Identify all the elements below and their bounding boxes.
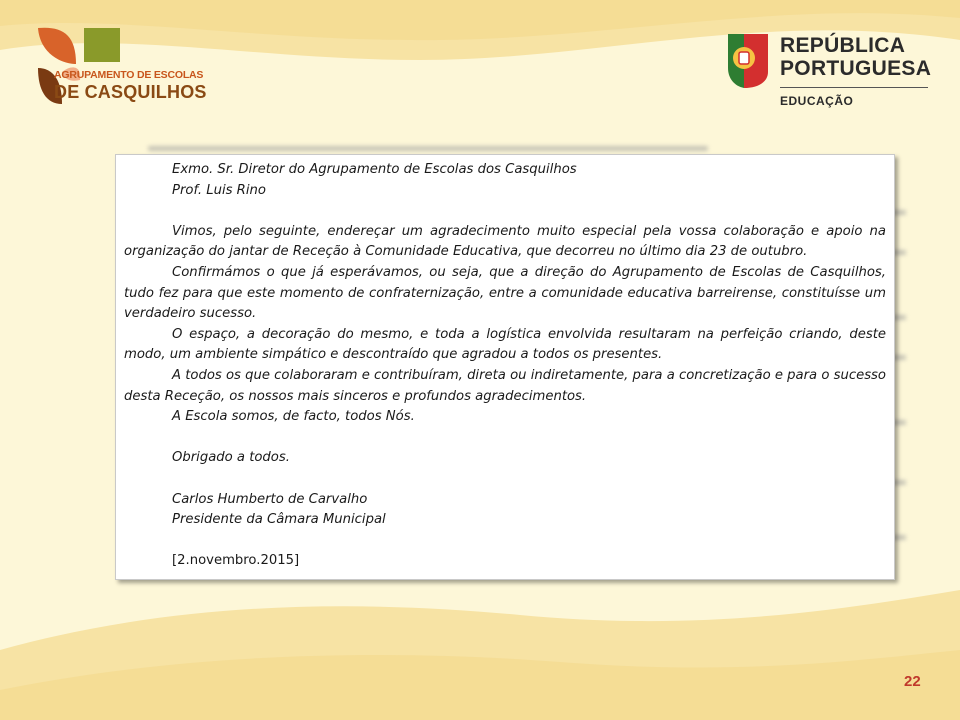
school-name-line1: AGRUPAMENTO DE ESCOLAS xyxy=(54,69,204,81)
letter-addressee: Prof. Luis Rino xyxy=(172,182,266,198)
letter-date: [2.novembro.2015] xyxy=(172,553,300,569)
letter-paragraph-2: Confirmámos o que já esperávamos, ou seja, que a direção do Agrupamento de Escolas de Casquilhos, tudo fez para que este momento de confraternização, entre a comunidade educativa barreirense, constituísse um verdadeiro sucesso. xyxy=(124,264,886,322)
government-logo xyxy=(726,32,936,112)
letter-signature-name: Carlos Humberto de Carvalho xyxy=(172,491,368,507)
letter-closing: Obrigado a todos. xyxy=(172,450,290,466)
page-number: 22 xyxy=(904,673,921,690)
gov-title-line1: REPÚBLICA xyxy=(780,34,906,57)
spacer xyxy=(124,428,886,449)
school-name-line2: DE CASQUILHOS xyxy=(54,81,207,102)
spacer xyxy=(124,201,886,222)
spacer xyxy=(124,469,886,490)
letter-paragraph-5: A Escola somos, de facto, todos Nós. xyxy=(172,409,415,425)
letter-card xyxy=(115,154,895,580)
gov-subtitle: EDUCAÇÃO xyxy=(780,94,854,108)
letter-signature-title: Presidente da Câmara Municipal xyxy=(172,512,386,528)
letter-salutation: Exmo. Sr. Diretor do Agrupamento de Escolas dos Casquilhos xyxy=(172,162,577,177)
gov-title-line2: PORTUGUESA xyxy=(780,57,932,80)
letter-paragraph-3: O espaço, a decoração do mesmo, e toda a logística envolvida resultaram na perfeição criando, deste modo, um ambiente simpático e descontraído que agradou a todos os presentes. xyxy=(124,326,886,363)
letter-paragraph-4: A todos os que colaboraram e contribuíram, direta ou indiretamente, para a concretização e para o sucesso desta Receção, os nossos mais sinceros e profundos agradecimentos. xyxy=(124,367,886,404)
school-name xyxy=(54,70,207,101)
portugal-flag-emblem-icon xyxy=(726,32,770,90)
spacer xyxy=(124,531,886,552)
letter-paragraph-1: Vimos, pelo seguinte, endereçar um agradecimento muito especial pela vossa colaboração e apoio na organização do jantar de Receção à Comunidade Educativa, que decorreu no último dia 23 de outubro. xyxy=(124,223,886,260)
gov-divider xyxy=(780,87,928,88)
